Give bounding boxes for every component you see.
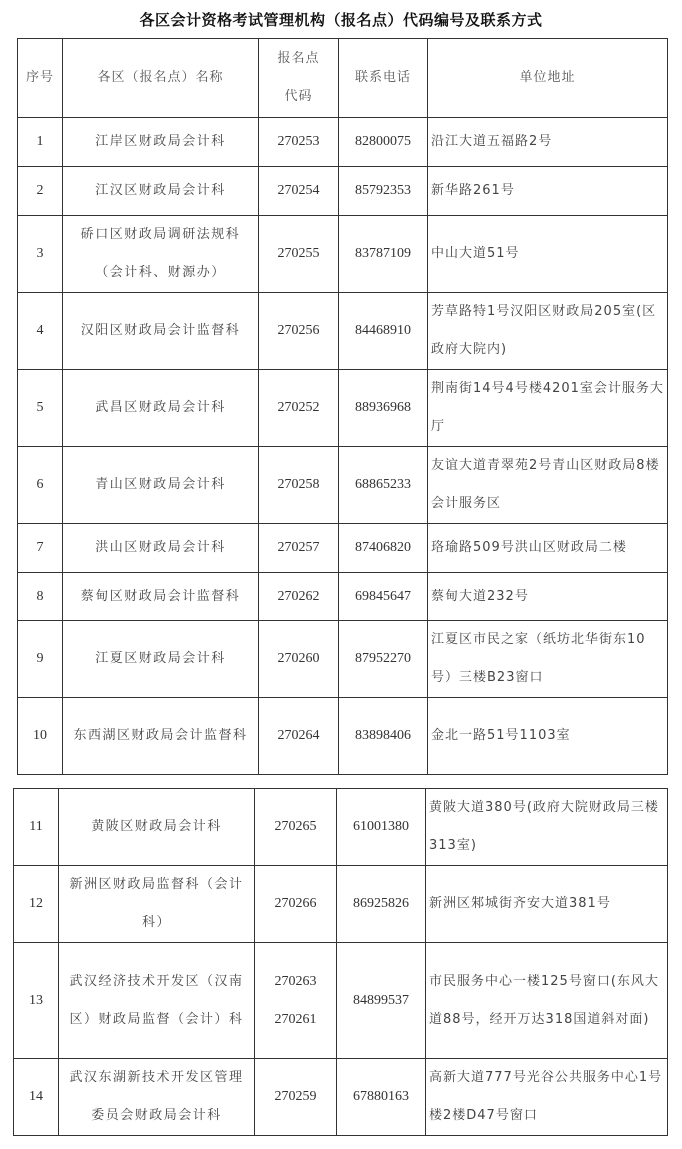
row-name: 蔡甸区财政局会计监督科: [63, 573, 259, 621]
row-phone: 69845647: [339, 573, 428, 621]
row-seq: 13: [14, 943, 59, 1059]
row-seq: 10: [18, 698, 63, 775]
row-name: 东西湖区财政局会计监督科: [63, 698, 259, 775]
row-name: 青山区财政局会计科: [63, 447, 259, 524]
header-name: 各区（报名点）名称: [63, 39, 259, 118]
row-code: 270259: [255, 1059, 337, 1136]
table-row: [18, 293, 668, 370]
table-row: [18, 573, 668, 621]
header-code-line2: 代码: [284, 89, 313, 104]
row-seq: 14: [14, 1059, 59, 1136]
row-address: 江夏区市民之家（纸坊北华街东10号）三楼B23窗口: [428, 621, 668, 698]
row-seq: 6: [18, 447, 63, 524]
table-row: [14, 866, 668, 943]
row-seq: 5: [18, 370, 63, 447]
row-code: 270253: [259, 118, 339, 167]
row-seq: 7: [18, 524, 63, 573]
agency-table-part-1: [17, 38, 668, 775]
row-code: 270258: [259, 447, 339, 524]
table-header-row: [18, 39, 668, 118]
row-address: 芳草路特1号汉阳区财政局205室(区政府大院内): [428, 293, 668, 370]
table-row: [14, 1059, 668, 1136]
row-code: 270256: [259, 293, 339, 370]
row-phone: 68865233: [339, 447, 428, 524]
row-address: 金北一路51号1103室: [428, 698, 668, 775]
row-seq: 2: [18, 167, 63, 216]
row-name: 新洲区财政局监督科（会计科）: [59, 866, 255, 943]
row-phone: 61001380: [337, 789, 426, 866]
table-row: [14, 789, 668, 866]
row-name: 武昌区财政局会计科: [63, 370, 259, 447]
row-address: 沿江大道五福路2号: [428, 118, 668, 167]
header-seq: 序号: [18, 39, 63, 118]
row-phone: 67880163: [337, 1059, 426, 1136]
row-seq: 1: [18, 118, 63, 167]
row-name: 硚口区财政局调研法规科（会计科、财源办）: [63, 216, 259, 293]
row-phone: 83787109: [339, 216, 428, 293]
row-name: 汉阳区财政局会计监督科: [63, 293, 259, 370]
row-code: 270262: [259, 573, 339, 621]
document-title: 各区会计资格考试管理机构（报名点）代码编号及联系方式: [139, 11, 543, 29]
row-seq: 4: [18, 293, 63, 370]
row-address: 中山大道51号: [428, 216, 668, 293]
row-address: 黄陂大道380号(政府大院财政局三楼313室): [426, 789, 668, 866]
agency-table-part-2: [13, 788, 668, 1136]
row-name: 江夏区财政局会计科: [63, 621, 259, 698]
row-address: 蔡甸大道232号: [428, 573, 668, 621]
row-address: 荆南街14号4号楼4201室会计服务大厅: [428, 370, 668, 447]
row-phone: 86925826: [337, 866, 426, 943]
table-row: [18, 370, 668, 447]
row-address: 珞瑜路509号洪山区财政局二楼: [428, 524, 668, 573]
row-phone: 87952270: [339, 621, 428, 698]
row-code: [255, 943, 337, 1059]
row-address: 友谊大道青翠苑2号青山区财政局8楼会计服务区: [428, 447, 668, 524]
row-phone: 83898406: [339, 698, 428, 775]
row-code-secondary: 270261: [274, 1011, 317, 1027]
row-name: 江汉区财政局会计科: [63, 167, 259, 216]
row-code: 270255: [259, 216, 339, 293]
row-seq: 12: [14, 866, 59, 943]
row-code: 270260: [259, 621, 339, 698]
row-name: 武汉东湖新技术开发区管理委员会财政局会计科: [59, 1059, 255, 1136]
row-phone: 88936968: [339, 370, 428, 447]
row-address: 市民服务中心一楼125号窗口(东风大道88号，经开万达318国道斜对面): [426, 943, 668, 1059]
table-row: [18, 698, 668, 775]
row-seq: 11: [14, 789, 59, 866]
header-code-line1: 报名点: [277, 51, 320, 66]
row-seq: 3: [18, 216, 63, 293]
table-row: [18, 167, 668, 216]
row-address: 高新大道777号光谷公共服务中心1号楼2楼D47号窗口: [426, 1059, 668, 1136]
table-row: [18, 216, 668, 293]
row-phone: 82800075: [339, 118, 428, 167]
row-code: 270265: [255, 789, 337, 866]
table-row: [18, 118, 668, 167]
table-row: [14, 943, 668, 1059]
table-row: [18, 621, 668, 698]
header-phone: 联系电话: [339, 39, 428, 118]
row-seq: 9: [18, 621, 63, 698]
table-row: [18, 447, 668, 524]
row-code: 270266: [255, 866, 337, 943]
row-code: 270264: [259, 698, 339, 775]
table-row: [18, 524, 668, 573]
row-name: 武汉经济技术开发区（汉南区）财政局监督（会计）科: [59, 943, 255, 1059]
header-address: 单位地址: [428, 39, 668, 118]
row-code: 270257: [259, 524, 339, 573]
row-phone: 84468910: [339, 293, 428, 370]
row-name: 黄陂区财政局会计科: [59, 789, 255, 866]
row-name: 江岸区财政局会计科: [63, 118, 259, 167]
row-phone: 84899537: [337, 943, 426, 1059]
row-name: 洪山区财政局会计科: [63, 524, 259, 573]
row-seq: 8: [18, 573, 63, 621]
row-phone: 85792353: [339, 167, 428, 216]
row-address: 新华路261号: [428, 167, 668, 216]
row-address: 新洲区邾城街齐安大道381号: [426, 866, 668, 943]
header-code: [259, 39, 339, 118]
row-code: 270252: [259, 370, 339, 447]
row-code: 270254: [259, 167, 339, 216]
row-code-primary: 270263: [274, 973, 317, 989]
row-phone: 87406820: [339, 524, 428, 573]
